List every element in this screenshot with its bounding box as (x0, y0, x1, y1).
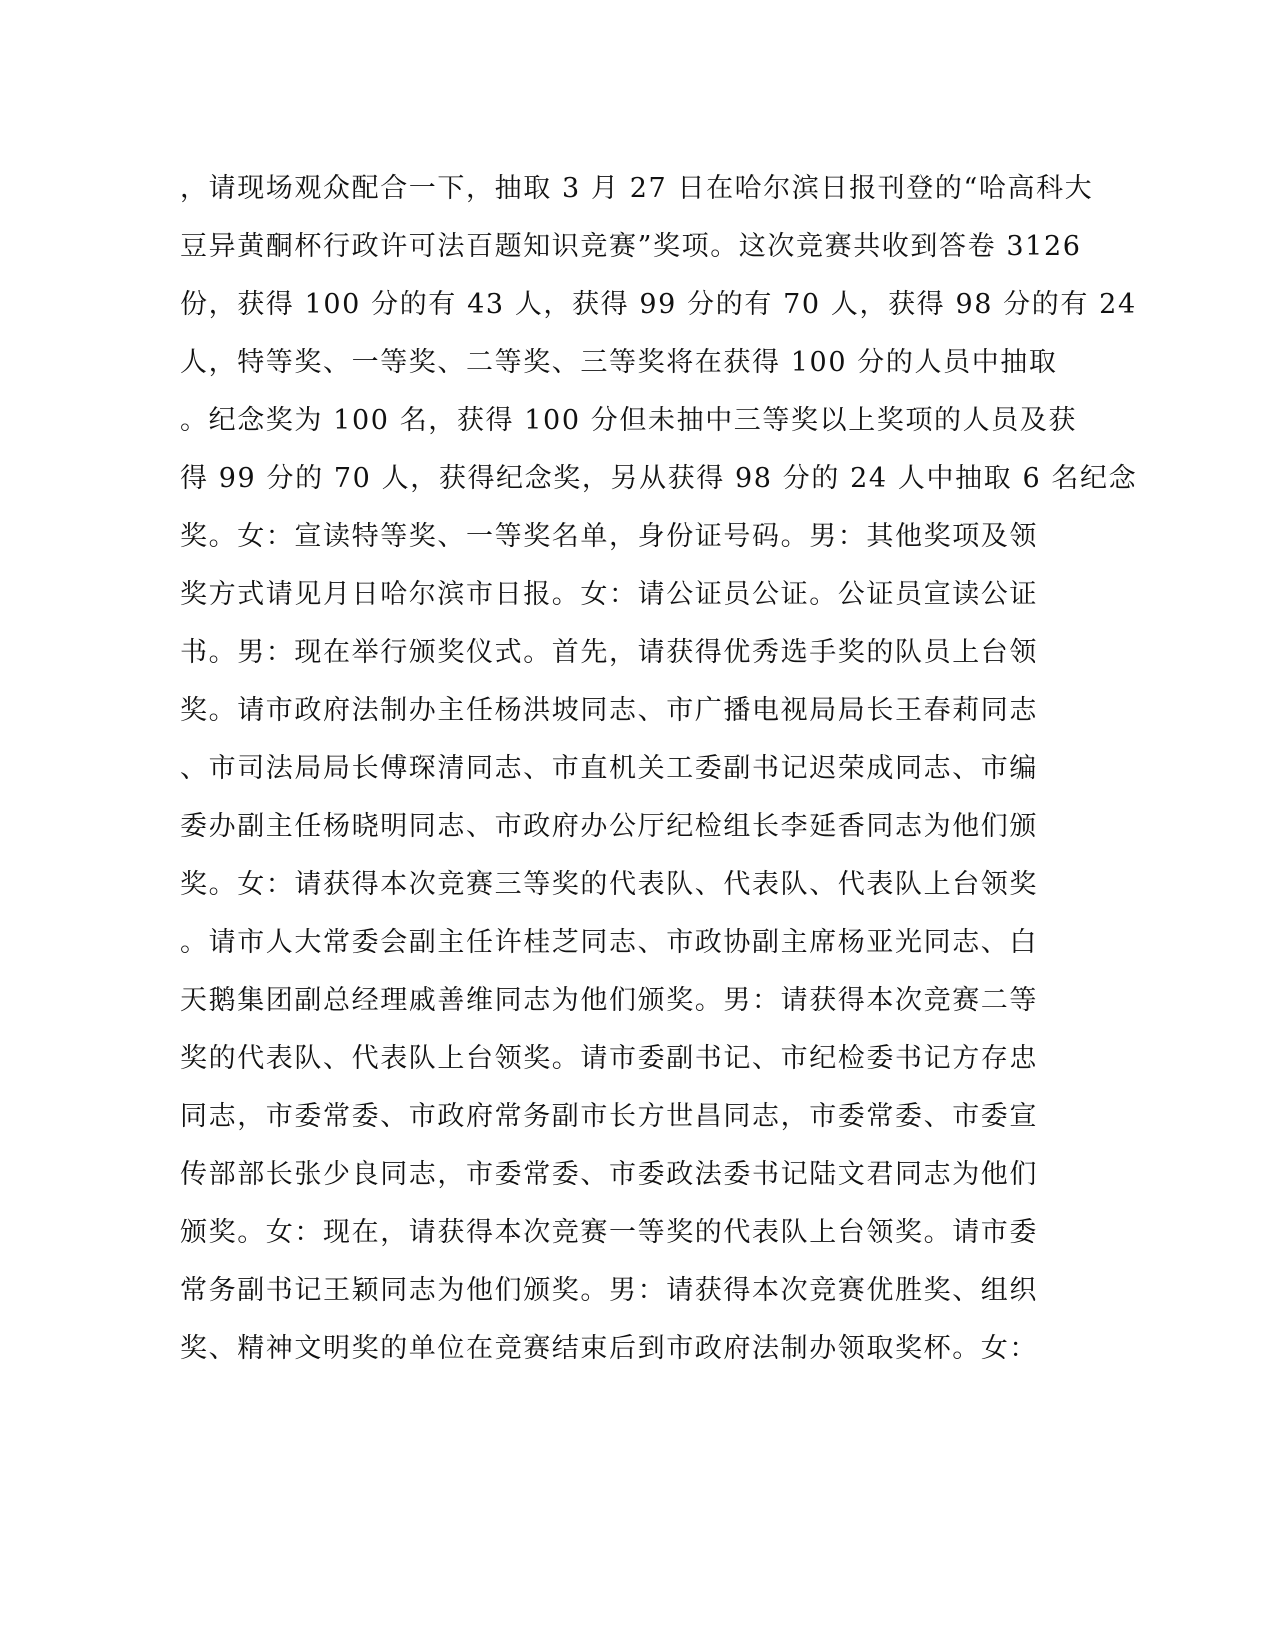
text-line-18: 传部部长张少良同志，市委常委、市委政法委书记陆文君同志为他们 (180, 1159, 1038, 1190)
text-line-2: 豆异黄酮杯行政许可法百题知识竞赛”奖项。这次竞赛共收到答卷 3126 (180, 231, 1082, 262)
text-line-19: 颁奖。女：现在，请获得本次竞赛一等奖的代表队上台领奖。请市委 (180, 1217, 1038, 1248)
text-line-3: 份，获得 100 分的有 43 人，获得 99 分的有 70 人，获得 98 分的有 24 (180, 289, 1137, 320)
text-line-10: 奖。请市政府法制办主任杨洪坡同志、市广播电视局局长王春莉同志 (180, 695, 1038, 726)
text-line-7: 奖。女：宣读特等奖、一等奖名单，身份证号码。男：其他奖项及领 (180, 521, 1038, 552)
text-line-12: 委办副主任杨晓明同志、市政府办公厅纪检组长李延香同志为他们颁 (180, 811, 1038, 842)
text-line-9: 书。男：现在举行颁奖仪式。首先，请获得优秀选手奖的队员上台领 (180, 637, 1038, 668)
text-line-4: 人，特等奖、一等奖、二等奖、三等奖将在获得 100 分的人员中抽取 (180, 347, 1058, 378)
text-line-6: 得 99 分的 70 人，获得纪念奖，另从获得 98 分的 24 人中抽取 6 名纪念 (180, 463, 1138, 494)
text-line-13: 奖。女：请获得本次竞赛三等奖的代表队、代表队、代表队上台领奖 (180, 869, 1038, 900)
text-line-5: 。纪念奖为 100 名，获得 100 分但未抽中三等奖以上奖项的人员及获 (180, 405, 1077, 436)
text-line-15: 天鹅集团副总经理戚善维同志为他们颁奖。男：请获得本次竞赛二等 (180, 985, 1038, 1016)
text-line-21: 奖、精神文明奖的单位在竞赛结束后到市政府法制办领取奖杯。女： (180, 1333, 1038, 1364)
text-line-14: 。请市人大常委会副主任许桂芝同志、市政协副主席杨亚光同志、白 (180, 927, 1038, 958)
text-line-16: 奖的代表队、代表队上台领奖。请市委副书记、市纪检委书记方存忠 (180, 1043, 1038, 1074)
text-line-20: 常务副书记王颖同志为他们颁奖。男：请获得本次竞赛优胜奖、组织 (180, 1275, 1038, 1306)
text-line-17: 同志，市委常委、市政府常务副市长方世昌同志，市委常委、市委宣 (180, 1101, 1038, 1132)
body-text (180, 160, 1138, 1378)
text-line-8: 奖方式请见月日哈尔滨市日报。女：请公证员公证。公证员宣读公证 (180, 579, 1038, 610)
text-line-1: ，请现场观众配合一下，抽取 3 月 27 日在哈尔滨日报刊登的“哈高科大 (180, 173, 1094, 204)
text-line-11: 、市司法局局长傅琛清同志、市直机关工委副书记迟荣成同志、市编 (180, 753, 1038, 784)
